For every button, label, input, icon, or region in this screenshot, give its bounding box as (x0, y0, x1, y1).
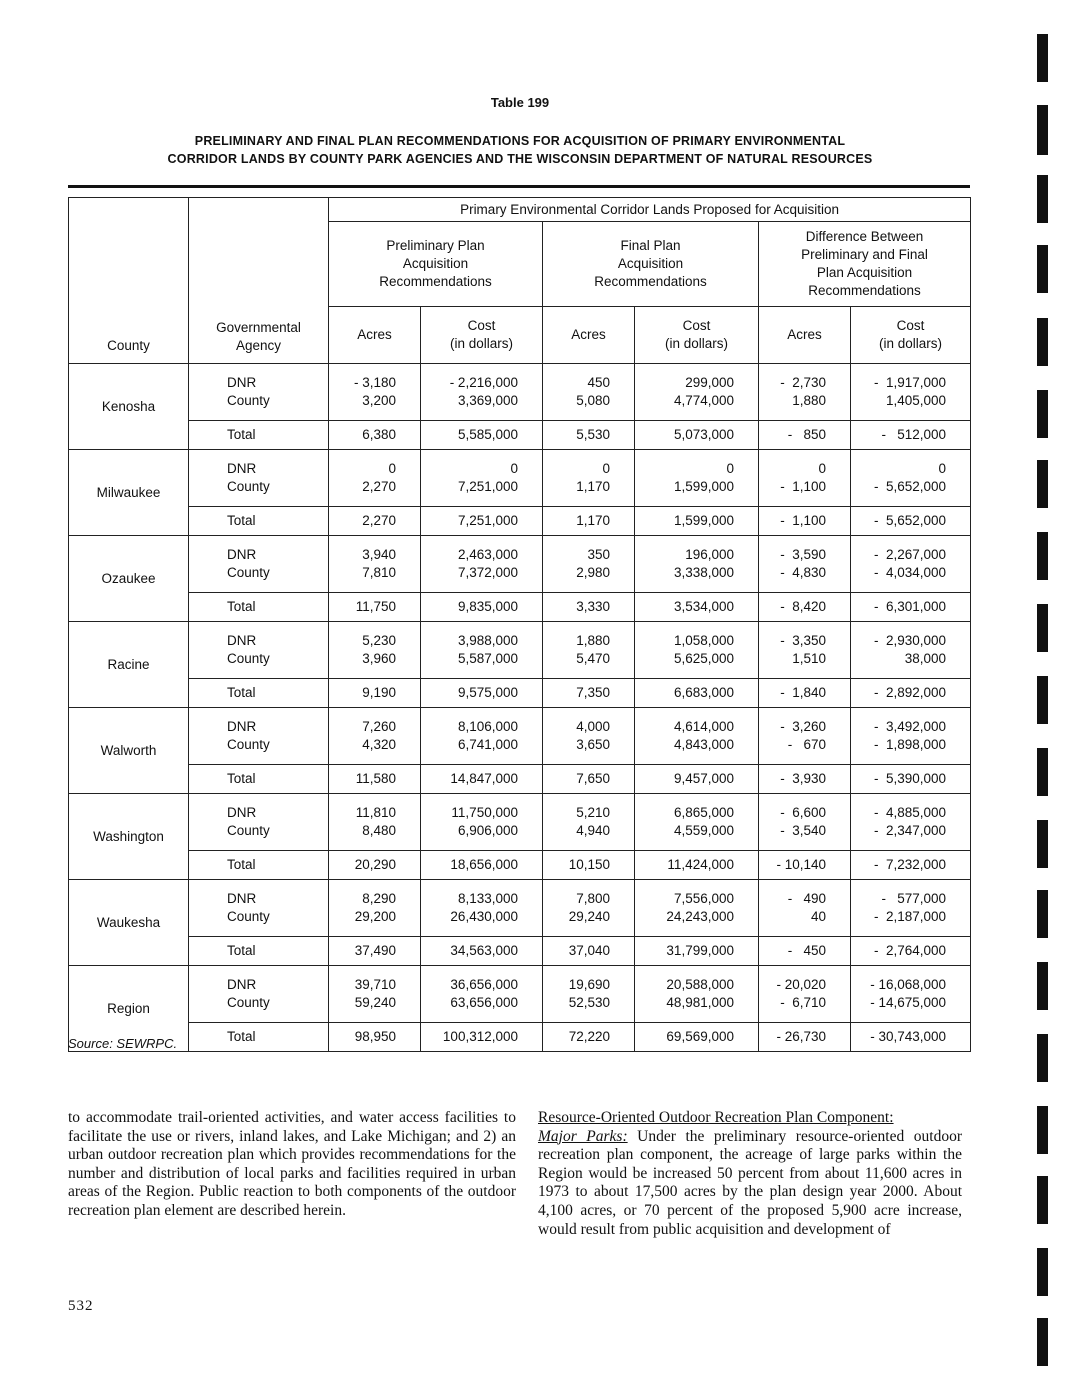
total-value: 11,580 (329, 765, 421, 794)
dnr-value: 8,133,000 (457, 891, 518, 906)
agency-cell (189, 966, 329, 1023)
table-number: Table 199 (490, 95, 550, 110)
agency-total: Total (189, 765, 329, 794)
dnr-value: - 3,492,000 (874, 719, 947, 734)
value-cell (329, 364, 421, 421)
county-value: - 1,100 (780, 479, 826, 494)
county-value: 3,338,000 (673, 565, 734, 580)
value-cell (759, 966, 851, 1023)
dnr-value: - 3,180 (353, 375, 396, 390)
value-cell (543, 794, 635, 851)
total-value: 14,847,000 (421, 765, 543, 794)
county-value: - 1,898,000 (874, 737, 947, 752)
agency-total: Total (189, 507, 329, 536)
county-name: Waukesha (69, 880, 189, 966)
total-value: 9,835,000 (421, 593, 543, 622)
header-final-line-2: Acquisition (617, 256, 684, 271)
dnr-value: 8,106,000 (457, 719, 518, 734)
county-value: 1,170 (576, 479, 610, 494)
county-value: 5,587,000 (457, 651, 518, 666)
county-value: 29,240 (568, 909, 610, 924)
dnr-value: 4,000 (576, 719, 610, 734)
header-prelim-cost-line-1: Cost (467, 318, 496, 333)
body-text-left (68, 1109, 516, 1221)
total-value: 69,569,000 (635, 1023, 759, 1052)
total-value: - 450 (759, 937, 851, 966)
table-title (60, 132, 980, 168)
total-value: 9,190 (329, 679, 421, 708)
section-subheading: Major Parks: (538, 1127, 628, 1145)
county-value: 7,810 (362, 565, 396, 580)
county-data-row (69, 622, 971, 679)
dnr-value: 11,810 (355, 805, 396, 820)
total-row (69, 679, 971, 708)
total-value: 11,750 (329, 593, 421, 622)
agency-dnr: DNR (227, 891, 257, 906)
header-prelim-acres: Acres (329, 307, 421, 364)
value-cell (851, 622, 971, 679)
total-value: 6,380 (329, 421, 421, 450)
total-row (69, 765, 971, 794)
county-value: 26,430,000 (450, 909, 518, 924)
county-value: 3,650 (576, 737, 610, 752)
header-final-cost-line-1: Cost (682, 318, 711, 333)
value-cell (851, 880, 971, 937)
dnr-value: 5,230 (362, 633, 396, 648)
value-cell (635, 622, 759, 679)
header-final-cost (635, 307, 759, 364)
county-value: 40 (810, 909, 826, 924)
value-cell (421, 536, 543, 593)
value-cell (851, 450, 971, 507)
county-value: 7,372,000 (457, 565, 518, 580)
value-cell (851, 794, 971, 851)
agency-cell (189, 794, 329, 851)
agency-county: County (227, 823, 270, 838)
value-cell (759, 450, 851, 507)
county-value: 3,200 (362, 393, 396, 408)
county-name: Walworth (69, 708, 189, 794)
value-cell (759, 880, 851, 937)
header-county: County (69, 198, 189, 364)
agency-total: Total (189, 593, 329, 622)
value-cell (759, 364, 851, 421)
dnr-value: - 2,930,000 (874, 633, 947, 648)
county-name: Region (69, 966, 189, 1052)
county-value: - 14,675,000 (870, 995, 947, 1010)
agency-total: Total (189, 851, 329, 880)
dnr-value: 19,690 (568, 977, 610, 992)
value-cell (635, 794, 759, 851)
dnr-value: 7,260 (362, 719, 396, 734)
value-cell (329, 536, 421, 593)
registration-marks (1037, 0, 1051, 1380)
dnr-value: 0 (938, 461, 947, 476)
agency-total: Total (189, 1023, 329, 1052)
total-value: - 3,930 (759, 765, 851, 794)
county-name: Racine (69, 622, 189, 708)
county-value: 5,625,000 (673, 651, 734, 666)
value-cell (329, 622, 421, 679)
dnr-value: - 2,730 (780, 375, 826, 390)
county-value: 4,320 (362, 737, 396, 752)
county-data-row (69, 794, 971, 851)
total-value: 37,040 (543, 937, 635, 966)
header-difference-line-1: Difference Between (805, 229, 924, 244)
value-cell (421, 364, 543, 421)
value-cell (851, 966, 971, 1023)
dnr-value: 36,656,000 (450, 977, 518, 992)
county-value: 63,656,000 (450, 995, 518, 1010)
total-row (69, 421, 971, 450)
county-value: - 5,652,000 (874, 479, 947, 494)
title-rule (68, 185, 970, 188)
header-difference-line-2: Preliminary and Final (801, 247, 928, 262)
county-data-row (69, 450, 971, 507)
value-cell (851, 364, 971, 421)
county-value: 29,200 (354, 909, 396, 924)
agency-cell (189, 880, 329, 937)
dnr-value: 20,588,000 (666, 977, 734, 992)
county-value: 1,599,000 (673, 479, 734, 494)
value-cell (421, 794, 543, 851)
value-cell (543, 880, 635, 937)
county-value: 4,843,000 (673, 737, 734, 752)
county-value: - 2,347,000 (874, 823, 947, 838)
dnr-value: 7,556,000 (673, 891, 734, 906)
agency-dnr: DNR (227, 461, 257, 476)
total-value: 11,424,000 (635, 851, 759, 880)
acquisition-table (68, 197, 971, 1052)
agency-county: County (227, 393, 270, 408)
dnr-value: 0 (602, 461, 610, 476)
total-value: 72,220 (543, 1023, 635, 1052)
county-value: 7,251,000 (457, 479, 518, 494)
value-cell (635, 536, 759, 593)
total-value: - 7,232,000 (851, 851, 971, 880)
dnr-value: 0 (726, 461, 734, 476)
header-agency-line-2: Agency (235, 338, 282, 353)
agency-total: Total (189, 937, 329, 966)
total-value: - 512,000 (851, 421, 971, 450)
total-row (69, 507, 971, 536)
total-value: 2,270 (329, 507, 421, 536)
total-value: 31,799,000 (635, 937, 759, 966)
total-value: 7,350 (543, 679, 635, 708)
county-value: 5,080 (576, 393, 610, 408)
county-value: - 4,830 (780, 565, 826, 580)
total-value: - 1,840 (759, 679, 851, 708)
value-cell (543, 364, 635, 421)
dnr-value: - 4,885,000 (874, 805, 947, 820)
county-value: 1,510 (792, 651, 826, 666)
total-value: 5,530 (543, 421, 635, 450)
header-difference (759, 222, 971, 307)
dnr-value: - 16,068,000 (870, 977, 947, 992)
agency-dnr: DNR (227, 977, 257, 992)
header-agency-line-1: Governmental (216, 320, 301, 335)
total-value: 7,650 (543, 765, 635, 794)
value-cell (421, 880, 543, 937)
total-value: 34,563,000 (421, 937, 543, 966)
county-value: 1,405,000 (886, 393, 947, 408)
total-value: 3,330 (543, 593, 635, 622)
total-value: - 8,420 (759, 593, 851, 622)
dnr-value: - 6,600 (780, 805, 826, 820)
dnr-value: - 1,917,000 (874, 375, 947, 390)
county-value: 3,369,000 (457, 393, 518, 408)
table-title-line-2: CORRIDOR LANDS BY COUNTY PARK AGENCIES AND THE WISCONSIN DEPARTMENT OF NATURAL RESOURCES (167, 152, 873, 166)
total-value: - 2,892,000 (851, 679, 971, 708)
header-final-line-1: Final Plan (620, 238, 681, 253)
total-value: 9,575,000 (421, 679, 543, 708)
county-name: Milwaukee (69, 450, 189, 536)
header-prelim-cost (421, 307, 543, 364)
agency-county: County (227, 995, 270, 1010)
county-value: - 670 (787, 737, 826, 752)
total-value: - 26,730 (759, 1023, 851, 1052)
value-cell (421, 966, 543, 1023)
agency-cell (189, 450, 329, 507)
total-value: 1,170 (543, 507, 635, 536)
header-agency (189, 198, 329, 364)
county-name: Ozaukee (69, 536, 189, 622)
dnr-value: 39,710 (354, 977, 396, 992)
county-value: 52,530 (568, 995, 610, 1010)
value-cell (543, 622, 635, 679)
agency-cell (189, 536, 329, 593)
county-name: Washington (69, 794, 189, 880)
dnr-value: - 3,260 (780, 719, 826, 734)
county-data-row (69, 966, 971, 1023)
agency-county: County (227, 479, 270, 494)
value-cell (635, 966, 759, 1023)
header-diff-cost (851, 307, 971, 364)
total-value: 5,585,000 (421, 421, 543, 450)
total-value: - 30,743,000 (851, 1023, 971, 1052)
header-prelim-cost-line-2: (in dollars) (449, 336, 514, 351)
dnr-value: 6,865,000 (673, 805, 734, 820)
header-diff-acres: Acres (759, 307, 851, 364)
county-value: - 3,540 (780, 823, 826, 838)
value-cell (543, 450, 635, 507)
county-value: 59,240 (354, 995, 396, 1010)
total-value: - 10,140 (759, 851, 851, 880)
value-cell (759, 708, 851, 765)
header-preliminary-line-1: Preliminary Plan (386, 238, 485, 253)
dnr-value: 1,880 (576, 633, 610, 648)
value-cell (329, 708, 421, 765)
total-row (69, 1023, 971, 1052)
county-value: 38,000 (904, 651, 947, 666)
right-paragraph-text: Under the preliminary resource-oriented outdoor recreation plan component, the acreage of large parks within the Region would be increased 50 percent from about 11,600 acres in 1973 to about 17,500 acres by the plan design year 2000. About 4,100 acres, or 70 percent of the proposed 5,900 acre increase, would result from public acquisition and development of (538, 1127, 962, 1238)
total-value: - 1,100 (759, 507, 851, 536)
county-value: 1,880 (792, 393, 826, 408)
value-cell (635, 450, 759, 507)
total-value: - 5,390,000 (851, 765, 971, 794)
dnr-value: 0 (388, 461, 396, 476)
total-row (69, 593, 971, 622)
dnr-value: 8,290 (362, 891, 396, 906)
value-cell (635, 364, 759, 421)
dnr-value: 299,000 (685, 375, 734, 390)
value-cell (421, 622, 543, 679)
county-value: 6,741,000 (457, 737, 518, 752)
page-number: 532 (68, 1298, 94, 1314)
dnr-value: - 2,267,000 (874, 547, 947, 562)
value-cell (329, 794, 421, 851)
header-preliminary-line-3: Recommendations (379, 274, 492, 289)
total-value: 9,457,000 (635, 765, 759, 794)
total-value: - 5,652,000 (851, 507, 971, 536)
value-cell (635, 708, 759, 765)
county-name: Kenosha (69, 364, 189, 450)
county-value: 2,980 (576, 565, 610, 580)
header-final (543, 222, 759, 307)
total-value: 37,490 (329, 937, 421, 966)
county-value: 8,480 (362, 823, 396, 838)
body-text-right (538, 1109, 962, 1239)
dnr-value: 7,800 (576, 891, 610, 906)
table-title-line-1: PRELIMINARY AND FINAL PLAN RECOMMENDATIONS FOR ACQUISITION OF PRIMARY ENVIRONMENTAL (194, 134, 846, 148)
value-cell (851, 536, 971, 593)
total-value: - 6,301,000 (851, 593, 971, 622)
dnr-value: 3,940 (362, 547, 396, 562)
value-cell (759, 794, 851, 851)
header-group: Primary Environmental Corridor Lands Proposed for Acquisition (329, 198, 971, 222)
value-cell (329, 450, 421, 507)
total-value: 7,251,000 (421, 507, 543, 536)
value-cell (543, 966, 635, 1023)
total-row (69, 851, 971, 880)
total-value: 20,290 (329, 851, 421, 880)
dnr-value: - 2,216,000 (449, 375, 518, 390)
value-cell (759, 536, 851, 593)
agency-dnr: DNR (227, 719, 257, 734)
header-final-line-3: Recommendations (594, 274, 707, 289)
agency-dnr: DNR (227, 633, 257, 648)
county-value: - 6,710 (780, 995, 826, 1010)
dnr-value: 0 (510, 461, 518, 476)
right-paragraph (538, 1109, 962, 1239)
header-final-acres: Acres (543, 307, 635, 364)
agency-dnr: DNR (227, 805, 257, 820)
header-diff-cost-line-1: Cost (896, 318, 925, 333)
county-data-row (69, 880, 971, 937)
header-difference-line-4: Recommendations (808, 283, 921, 298)
county-value: 5,470 (576, 651, 610, 666)
agency-total: Total (189, 679, 329, 708)
total-value: - 2,764,000 (851, 937, 971, 966)
dnr-value: 0 (818, 461, 826, 476)
header-final-cost-line-2: (in dollars) (664, 336, 729, 351)
county-value: 48,981,000 (666, 995, 734, 1010)
total-row (69, 937, 971, 966)
dnr-value: - 490 (787, 891, 826, 906)
value-cell (421, 450, 543, 507)
header-preliminary (329, 222, 543, 307)
left-paragraph: to accommodate trail-oriented activities, and water access facilities to facilitate the use or rivers, inland lakes, and Lake Michigan; and 2) an urban outdoor recreation plan which provides recommendations for the number and distribution of local parks and facilities required in urban areas of the Region. Public reaction to both components of the outdoor recreation plan element are described herein. (68, 1109, 516, 1219)
county-value: 4,774,000 (673, 393, 734, 408)
total-value: 10,150 (543, 851, 635, 880)
agency-county: County (227, 565, 270, 580)
county-data-row (69, 708, 971, 765)
agency-county: County (227, 909, 270, 924)
source-note: Source: SEWRPC. (68, 1036, 178, 1051)
total-value: - 850 (759, 421, 851, 450)
value-cell (635, 880, 759, 937)
county-value: 2,270 (362, 479, 396, 494)
value-cell (329, 966, 421, 1023)
county-value: 6,906,000 (457, 823, 518, 838)
agency-county: County (227, 737, 270, 752)
total-value: 98,950 (329, 1023, 421, 1052)
agency-total: Total (189, 421, 329, 450)
agency-cell (189, 708, 329, 765)
dnr-value: 4,614,000 (673, 719, 734, 734)
section-heading: Resource-Oriented Outdoor Recreation Plan Component: (538, 1109, 894, 1126)
total-value: 1,599,000 (635, 507, 759, 536)
county-value: - 4,034,000 (874, 565, 947, 580)
county-data-row (69, 364, 971, 421)
dnr-value: 196,000 (685, 547, 734, 562)
total-value: 18,656,000 (421, 851, 543, 880)
county-value: 4,940 (576, 823, 610, 838)
dnr-value: 1,058,000 (673, 633, 734, 648)
dnr-value: - 3,350 (780, 633, 826, 648)
dnr-value: - 3,590 (780, 547, 826, 562)
value-cell (329, 880, 421, 937)
agency-cell (189, 364, 329, 421)
agency-dnr: DNR (227, 375, 257, 390)
dnr-value: - 577,000 (881, 891, 947, 906)
value-cell (851, 708, 971, 765)
county-data-row (69, 536, 971, 593)
dnr-value: 5,210 (576, 805, 610, 820)
dnr-value: 2,463,000 (457, 547, 518, 562)
dnr-value: 350 (587, 547, 610, 562)
header-diff-cost-line-2: (in dollars) (879, 336, 943, 351)
county-value: - 2,187,000 (874, 909, 947, 924)
agency-county: County (227, 651, 270, 666)
agency-dnr: DNR (227, 547, 257, 562)
dnr-value: - 20,020 (776, 977, 826, 992)
total-value: 6,683,000 (635, 679, 759, 708)
dnr-value: 3,988,000 (457, 633, 518, 648)
dnr-value: 450 (587, 375, 610, 390)
header-difference-line-3: Plan Acquisition (816, 265, 913, 280)
value-cell (759, 622, 851, 679)
dnr-value: 11,750,000 (451, 805, 518, 820)
total-value: 5,073,000 (635, 421, 759, 450)
total-value: 100,312,000 (421, 1023, 543, 1052)
value-cell (421, 708, 543, 765)
agency-cell (189, 622, 329, 679)
county-value: 4,559,000 (673, 823, 734, 838)
header-preliminary-line-2: Acquisition (402, 256, 469, 271)
total-value: 3,534,000 (635, 593, 759, 622)
county-value: 24,243,000 (666, 909, 734, 924)
county-value: 3,960 (362, 651, 396, 666)
value-cell (543, 708, 635, 765)
value-cell (543, 536, 635, 593)
